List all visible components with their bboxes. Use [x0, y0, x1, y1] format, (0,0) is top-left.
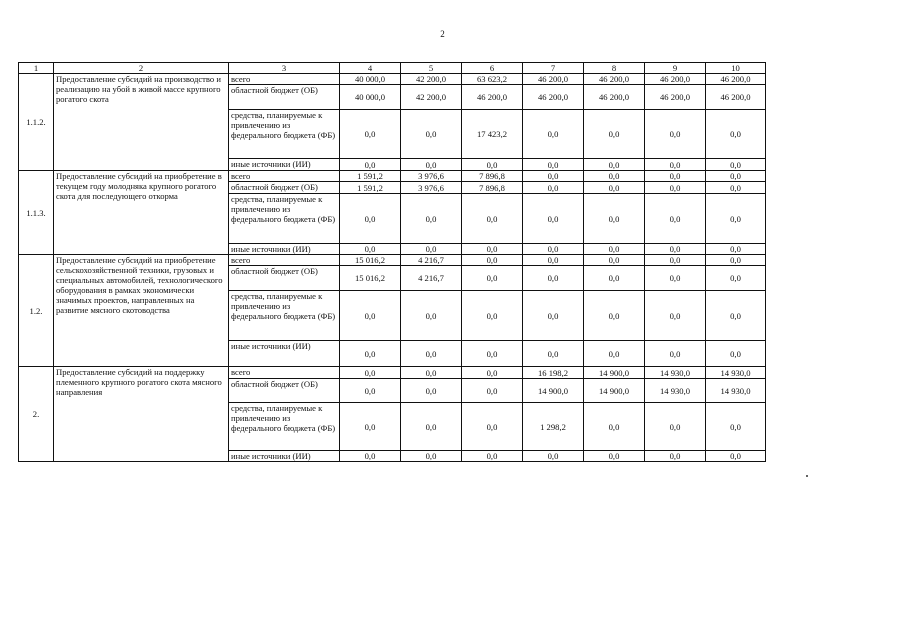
amount-cell: 0,0: [523, 194, 584, 244]
section-code: 1.1.2.: [19, 74, 54, 171]
amount-cell: 16 198,2: [523, 367, 584, 379]
amount-cell: 46 200,0: [584, 74, 645, 85]
amount-cell: 0,0: [462, 367, 523, 379]
column-header: 2: [54, 63, 229, 74]
amount-cell: 0,0: [523, 110, 584, 159]
amount-cell: 0,0: [462, 159, 523, 171]
amount-cell: 0,0: [584, 291, 645, 341]
column-header: 3: [229, 63, 340, 74]
amount-cell: 0,0: [706, 291, 766, 341]
amount-cell: 0,0: [340, 341, 401, 367]
amount-cell: 0,0: [401, 341, 462, 367]
amount-cell: 0,0: [706, 266, 766, 291]
amount-cell: 0,0: [645, 266, 706, 291]
amount-cell: 0,0: [340, 367, 401, 379]
amount-cell: 0,0: [584, 244, 645, 255]
table-row: [19, 74, 766, 85]
amount-cell: 0,0: [523, 291, 584, 341]
amount-cell: 0,0: [584, 182, 645, 194]
amount-cell: 0,0: [462, 341, 523, 367]
amount-cell: 7 896,8: [462, 171, 523, 182]
amount-cell: 0,0: [645, 110, 706, 159]
amount-cell: 0,0: [584, 266, 645, 291]
funding-source: областной бюджет (ОБ): [229, 266, 340, 291]
amount-cell: 0,0: [584, 171, 645, 182]
amount-cell: 0,0: [706, 341, 766, 367]
amount-cell: 0,0: [645, 451, 706, 462]
amount-cell: 42 200,0: [401, 74, 462, 85]
amount-cell: 0,0: [401, 159, 462, 171]
section-name: Предоставление субсидий на производство и реализацию на убой в живой массе крупного рогатого скота: [54, 74, 229, 171]
amount-cell: 0,0: [401, 194, 462, 244]
column-header: 8: [584, 63, 645, 74]
amount-cell: 0,0: [462, 194, 523, 244]
amount-cell: 0,0: [706, 171, 766, 182]
amount-cell: 0,0: [645, 255, 706, 266]
amount-cell: 0,0: [401, 291, 462, 341]
amount-cell: 0,0: [462, 255, 523, 266]
amount-cell: 46 200,0: [584, 85, 645, 110]
amount-cell: 0,0: [340, 110, 401, 159]
amount-cell: 0,0: [584, 194, 645, 244]
table-row: [19, 367, 766, 379]
amount-cell: 15 016,2: [340, 255, 401, 266]
amount-cell: 0,0: [462, 244, 523, 255]
amount-cell: 0,0: [462, 451, 523, 462]
amount-cell: 0,0: [462, 266, 523, 291]
column-header: 7: [523, 63, 584, 74]
column-header: 1: [19, 63, 54, 74]
section-name: Предоставление субсидий на поддержку племенного крупного рогатого скота мясного направления: [54, 367, 229, 462]
table-body: [19, 63, 766, 462]
funding-source: средства, планируемые к привлечению из федерального бюджета (ФБ): [229, 403, 340, 451]
amount-cell: 46 200,0: [706, 85, 766, 110]
column-header: 6: [462, 63, 523, 74]
amount-cell: 0,0: [645, 171, 706, 182]
amount-cell: 0,0: [584, 341, 645, 367]
amount-cell: 0,0: [645, 159, 706, 171]
amount-cell: 0,0: [340, 451, 401, 462]
table-row: [19, 255, 766, 266]
header-row: [19, 63, 766, 74]
amount-cell: 40 000,0: [340, 74, 401, 85]
amount-cell: 0,0: [523, 255, 584, 266]
amount-cell: 3 976,6: [401, 182, 462, 194]
amount-cell: 0,0: [462, 291, 523, 341]
amount-cell: 0,0: [523, 451, 584, 462]
amount-cell: 4 216,7: [401, 266, 462, 291]
page-number: 2: [440, 29, 445, 39]
amount-cell: 0,0: [340, 244, 401, 255]
funding-source: областной бюджет (ОБ): [229, 85, 340, 110]
amount-cell: 0,0: [706, 451, 766, 462]
amount-cell: 0,0: [645, 291, 706, 341]
amount-cell: 0,0: [340, 403, 401, 451]
amount-cell: 0,0: [340, 291, 401, 341]
amount-cell: 1 298,2: [523, 403, 584, 451]
amount-cell: 4 216,7: [401, 255, 462, 266]
amount-cell: 0,0: [401, 451, 462, 462]
amount-cell: 42 200,0: [401, 85, 462, 110]
amount-cell: 46 200,0: [523, 74, 584, 85]
amount-cell: 0,0: [645, 341, 706, 367]
amount-cell: 0,0: [401, 367, 462, 379]
amount-cell: 0,0: [584, 159, 645, 171]
funding-source: средства, планируемые к привлечению из федерального бюджета (ФБ): [229, 291, 340, 341]
amount-cell: 0,0: [340, 159, 401, 171]
funding-source: всего: [229, 255, 340, 266]
column-header: 10: [706, 63, 766, 74]
amount-cell: 0,0: [462, 379, 523, 403]
amount-cell: 15 016,2: [340, 266, 401, 291]
amount-cell: 0,0: [523, 244, 584, 255]
amount-cell: 0,0: [462, 403, 523, 451]
amount-cell: 1 591,2: [340, 171, 401, 182]
amount-cell: 0,0: [523, 341, 584, 367]
amount-cell: 3 976,6: [401, 171, 462, 182]
amount-cell: 0,0: [706, 110, 766, 159]
amount-cell: 0,0: [645, 403, 706, 451]
amount-cell: 46 200,0: [645, 85, 706, 110]
amount-cell: 0,0: [645, 244, 706, 255]
section-code: 1.1.3.: [19, 171, 54, 255]
amount-cell: 0,0: [340, 194, 401, 244]
column-header: 9: [645, 63, 706, 74]
amount-cell: 0,0: [523, 266, 584, 291]
funding-source: иные источники (ИИ): [229, 451, 340, 462]
amount-cell: 14 930,0: [706, 367, 766, 379]
amount-cell: 14 930,0: [645, 367, 706, 379]
amount-cell: 40 000,0: [340, 85, 401, 110]
funding-source: иные источники (ИИ): [229, 341, 340, 367]
amount-cell: 0,0: [706, 194, 766, 244]
funding-source: областной бюджет (ОБ): [229, 182, 340, 194]
table-row: [19, 171, 766, 182]
section-name: Предоставление субсидий на приобретение в текущем году молодняка крупного рогатого скота для последующего откорма: [54, 171, 229, 255]
amount-cell: 0,0: [584, 451, 645, 462]
amount-cell: 1 591,2: [340, 182, 401, 194]
scan-speck: [806, 475, 808, 477]
amount-cell: 0,0: [584, 403, 645, 451]
column-header: 4: [340, 63, 401, 74]
amount-cell: 0,0: [523, 171, 584, 182]
amount-cell: 0,0: [645, 194, 706, 244]
section-name: Предоставление субсидий на приобретение сельскохозяйственной техники, грузовых и специальных автомобилей, технологического оборудования в рамках экономически значимых проектов, направленных на развитие мясного скотоводства: [54, 255, 229, 367]
amount-cell: 14 930,0: [706, 379, 766, 403]
amount-cell: 0,0: [401, 379, 462, 403]
amount-cell: 46 200,0: [706, 74, 766, 85]
amount-cell: 0,0: [584, 110, 645, 159]
amount-cell: 46 200,0: [462, 85, 523, 110]
funding-source: средства, планируемые к привлечению из федерального бюджета (ФБ): [229, 110, 340, 159]
funding-source: средства, планируемые к привлечению из федерального бюджета (ФБ): [229, 194, 340, 244]
amount-cell: 0,0: [401, 403, 462, 451]
column-header: 5: [401, 63, 462, 74]
amount-cell: 0,0: [706, 182, 766, 194]
amount-cell: 46 200,0: [645, 74, 706, 85]
amount-cell: 14 900,0: [584, 379, 645, 403]
amount-cell: 0,0: [523, 159, 584, 171]
funding-source: всего: [229, 367, 340, 379]
amount-cell: 14 930,0: [645, 379, 706, 403]
amount-cell: 7 896,8: [462, 182, 523, 194]
amount-cell: 0,0: [645, 182, 706, 194]
amount-cell: 0,0: [523, 182, 584, 194]
section-code: 1.2.: [19, 255, 54, 367]
amount-cell: 0,0: [706, 159, 766, 171]
amount-cell: 0,0: [401, 110, 462, 159]
amount-cell: 0,0: [401, 244, 462, 255]
section-code: 2.: [19, 367, 54, 462]
funding-source: иные источники (ИИ): [229, 244, 340, 255]
amount-cell: 0,0: [584, 255, 645, 266]
amount-cell: 0,0: [706, 244, 766, 255]
amount-cell: 46 200,0: [523, 85, 584, 110]
funding-source: всего: [229, 171, 340, 182]
amount-cell: 0,0: [340, 379, 401, 403]
amount-cell: 17 423,2: [462, 110, 523, 159]
amount-cell: 0,0: [706, 403, 766, 451]
amount-cell: 63 623,2: [462, 74, 523, 85]
funding-source: областной бюджет (ОБ): [229, 379, 340, 403]
funding-source: всего: [229, 74, 340, 85]
amount-cell: 14 900,0: [584, 367, 645, 379]
amount-cell: 14 900,0: [523, 379, 584, 403]
amount-cell: 0,0: [706, 255, 766, 266]
budget-table: [18, 62, 766, 462]
funding-source: иные источники (ИИ): [229, 159, 340, 171]
